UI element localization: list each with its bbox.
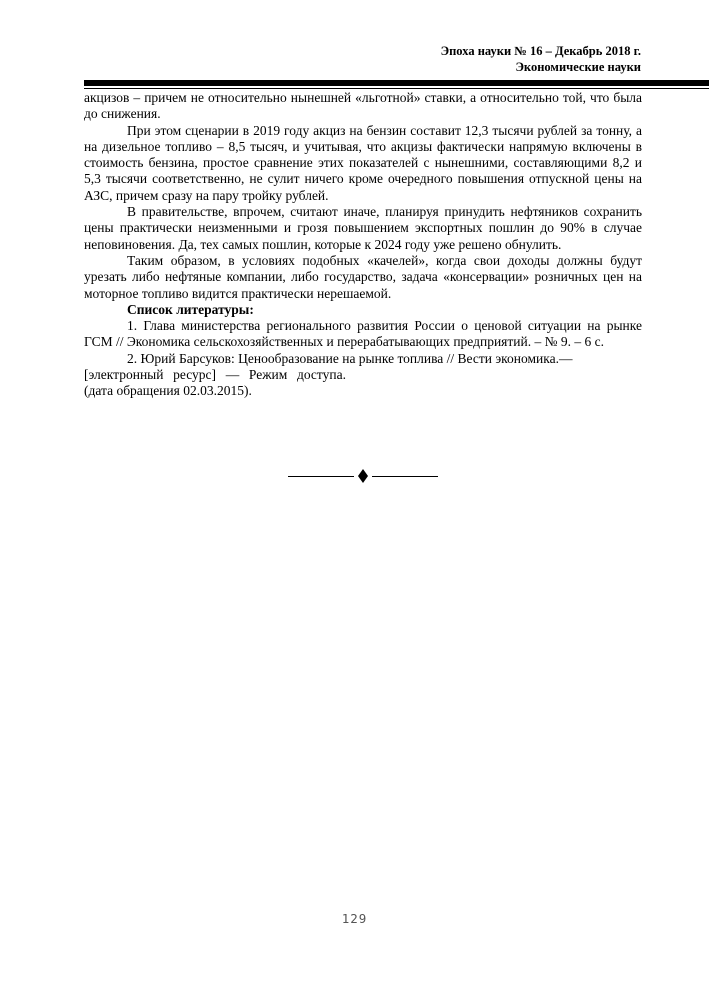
references-title: Список литературы: <box>127 301 254 317</box>
page-number: 129 <box>341 911 368 926</box>
paragraph: При этом сценарии в 2019 году акциз на бензин составит 12,3 тысячи рублей за тонну, а на дизельное топливо – 8,5 тысяч, и учитывая, что акцизы фактически напрямую включены в стоимость бензина, простое сравнение этих показателей с нынешними, составляющими 8,2 и 5,3 тысячи соответственно, не сулит ничего кроме очередного повышения отпускной цены на АЗС, причем сразу на пару тройку рублей. <box>84 122 642 203</box>
diamond-icon <box>358 469 368 483</box>
paragraph: Таким образом, в условиях подобных «качелей», когда свои доходы должны будут урезать либо нефтяные компании, либо государство, задача «консервации» розничных цен на моторное топливо видится практически нерешаемой. <box>84 252 642 301</box>
paragraph-continuation: акцизов – причем не относительно нынешней «льготной» ставки, а относительно той, что была до снижения. <box>84 90 642 122</box>
ornament-line-left <box>288 476 354 477</box>
section-name-line: Экономические науки <box>515 60 641 74</box>
reference-line: (дата обращения 02.03.2015). <box>84 383 252 399</box>
section-end-ornament <box>288 468 438 484</box>
header-rule-thick <box>84 80 709 86</box>
ornament-line-right <box>372 476 438 477</box>
reference-line: 2. Юрий Барсуков: Ценообразование на рынке топлива // Вести экономика.— <box>127 350 573 366</box>
reference-line: [электронный ресурс] — Режим доступа. <box>84 367 346 383</box>
reference-item: 1. Глава министерства регионального развития России о ценовой ситуации на рынке ГСМ // Экономика сельскохозяйственных и перерабатывающих предприятий. – № 9. – 6 с. <box>84 318 642 350</box>
running-header <box>441 43 641 75</box>
paragraph: В правительстве, впрочем, считают иначе, планируя принудить нефтяников сохранить цены практически неизменными и грозя повышением экспортных пошлин до 90% в случае неповиновения. Да, тех самых пошлин, которые к 2024 году уже решено обнулить. <box>84 204 642 252</box>
journal-issue-line: Эпоха науки № 16 – Декабрь 2018 г. <box>440 44 641 58</box>
article-body <box>84 90 642 400</box>
header-rule-thin <box>84 88 709 89</box>
reference-item <box>84 351 642 400</box>
